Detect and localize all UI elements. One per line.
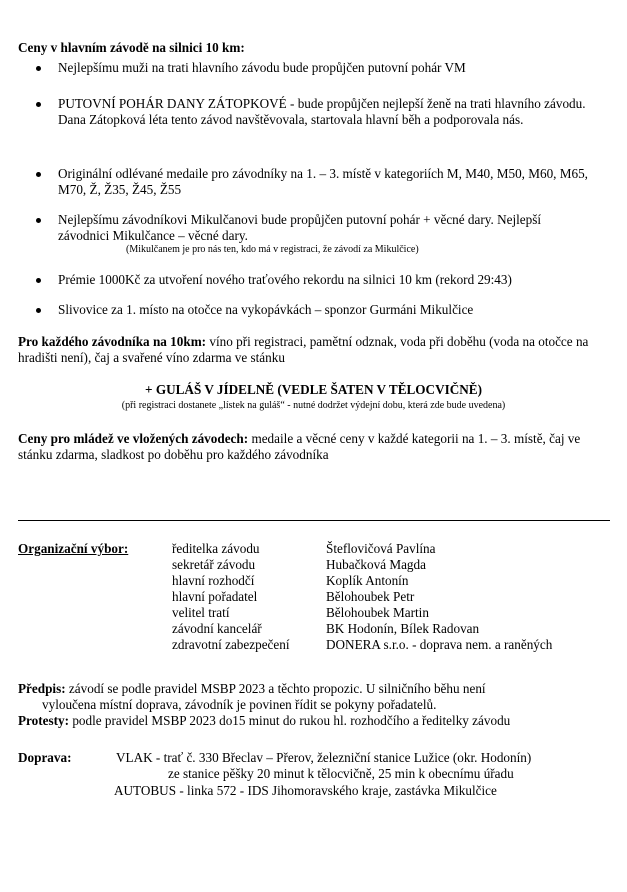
list-item: PUTOVNÍ POHÁR DANY ZÁTOPKOVÉ - bude propůjčen nejlepší ženě na trati hlavního závodu. Dana Zátopková léta tento závod navštěvovala, startovala hlavní běh a podporovala nás. [58, 96, 587, 128]
committee-role: hlavní pořadatel [172, 589, 258, 604]
bullet-icon [36, 102, 41, 107]
bullet-icon [36, 218, 41, 223]
committee-name: Koplík Antonín [326, 573, 409, 588]
list-item: Slivovice za 1. místo na otočce na vykopávkách – sponzor Gurmáni Mikulčice [58, 302, 607, 318]
bullet-note: (Mikulčanem je pro nás ten, kdo má v registraci, že závodí za Mikulčice) [126, 244, 419, 255]
youth-paragraph: Ceny pro mládež ve vložených závodech: medaile a věcné ceny v každé kategorii na 1. – 3. místě, čaj ve stánku zdarma, sladkost po doběhu pro každého závodníka [18, 431, 581, 462]
committee-name: Šteflovičová Pavlína [326, 541, 436, 556]
rules-line2: vyloučena místní doprava, závodník je povinen řídit se pokyny pořadatelů. [42, 697, 437, 712]
protests-line: Protesty: podle pravidel MSBP 2023 do15 minut do rukou hl. rozhodčího a ředitelky závodu [18, 713, 511, 728]
committee-role: zdravotní zabezpečení [172, 637, 290, 652]
rules-line1: Předpis: závodí se podle pravidel MSBP 2023 a těchto propozic. U silničního běhu není [18, 681, 486, 696]
each-runner-paragraph: Pro každého závodníka na 10km: víno při registraci, pamětní odznak, voda při doběhu (voda na otočce na hradišti není), čaj a svařené víno zdarma ve stánku [18, 334, 589, 365]
bullet-icon [36, 66, 41, 71]
bullet-icon [36, 278, 41, 283]
goulash-note: (při registraci dostanete „lístek na guláš“ - nutné dodržet výdejní dobu, která zde bude uvedena) [121, 400, 506, 411]
bullet-icon [36, 308, 41, 313]
committee-name: Bělohoubek Martin [326, 605, 429, 620]
committee-name: Bělohoubek Petr [326, 589, 415, 604]
list-item: Nejlepšímu závodníkovi Mikulčanovi bude propůjčen putovní pohár + věcné dary. Nejlepší závodnici Mikulčance – věcné dary. (Mikulčanem je pro nás ten, kdo má v registraci, že závodí za Mikulčice) [58, 212, 587, 256]
transport-bus: AUTOBUS - linka 572 - IDS Jihomoravského kraje, zastávka Mikulčice [114, 783, 497, 798]
committee-role: velitel tratí [172, 605, 230, 620]
committee-role: ředitelka závodu [172, 541, 260, 556]
committee-roles [172, 541, 290, 653]
list-item: Prémie 1000Kč za utvoření nového traťového rekordu na silnici 10 km (rekord 29:43) [58, 272, 607, 288]
goulash-title: + GULÁŠ V JÍDELNĚ (VEDLE ŠATEN V TĚLOCVIČNĚ) [145, 382, 482, 397]
transport-walk: ze stanice pěšky 20 minut k tělocvičně, 25 min k obecnímu úřadu [168, 766, 514, 781]
bullet-icon [36, 172, 41, 177]
committee-role: závodní kancelář [172, 621, 262, 636]
committee-label: Organizační výbor: [18, 541, 129, 556]
committee-role: sekretář závodu [172, 557, 256, 572]
list-item: Nejlepšímu muži na trati hlavního závodu bude propůjčen putovní pohár VM [58, 60, 607, 76]
committee-names [326, 541, 552, 653]
committee-name: DONERA s.r.o. - doprava nem. a raněných [326, 637, 553, 652]
committee-role: hlavní rozhodčí [172, 573, 255, 588]
list-item: Originální odlévané medaile pro závodníky na 1. – 3. místě v kategoriích M, M40, M50, M60, M65, M70, Ž, Ž35, Ž45, Ž55 [58, 166, 597, 198]
prizes-heading: Ceny v hlavním závodě na silnici 10 km: [18, 40, 245, 55]
transport-train: VLAK - trať č. 330 Břeclav – Přerov, železniční stanice Lužice (okr. Hodonín) [116, 750, 532, 765]
divider [18, 520, 610, 521]
committee-name: Hubačková Magda [326, 557, 426, 572]
committee-name: BK Hodonín, Bílek Radovan [326, 621, 480, 636]
transport-label: Doprava: [18, 750, 72, 765]
